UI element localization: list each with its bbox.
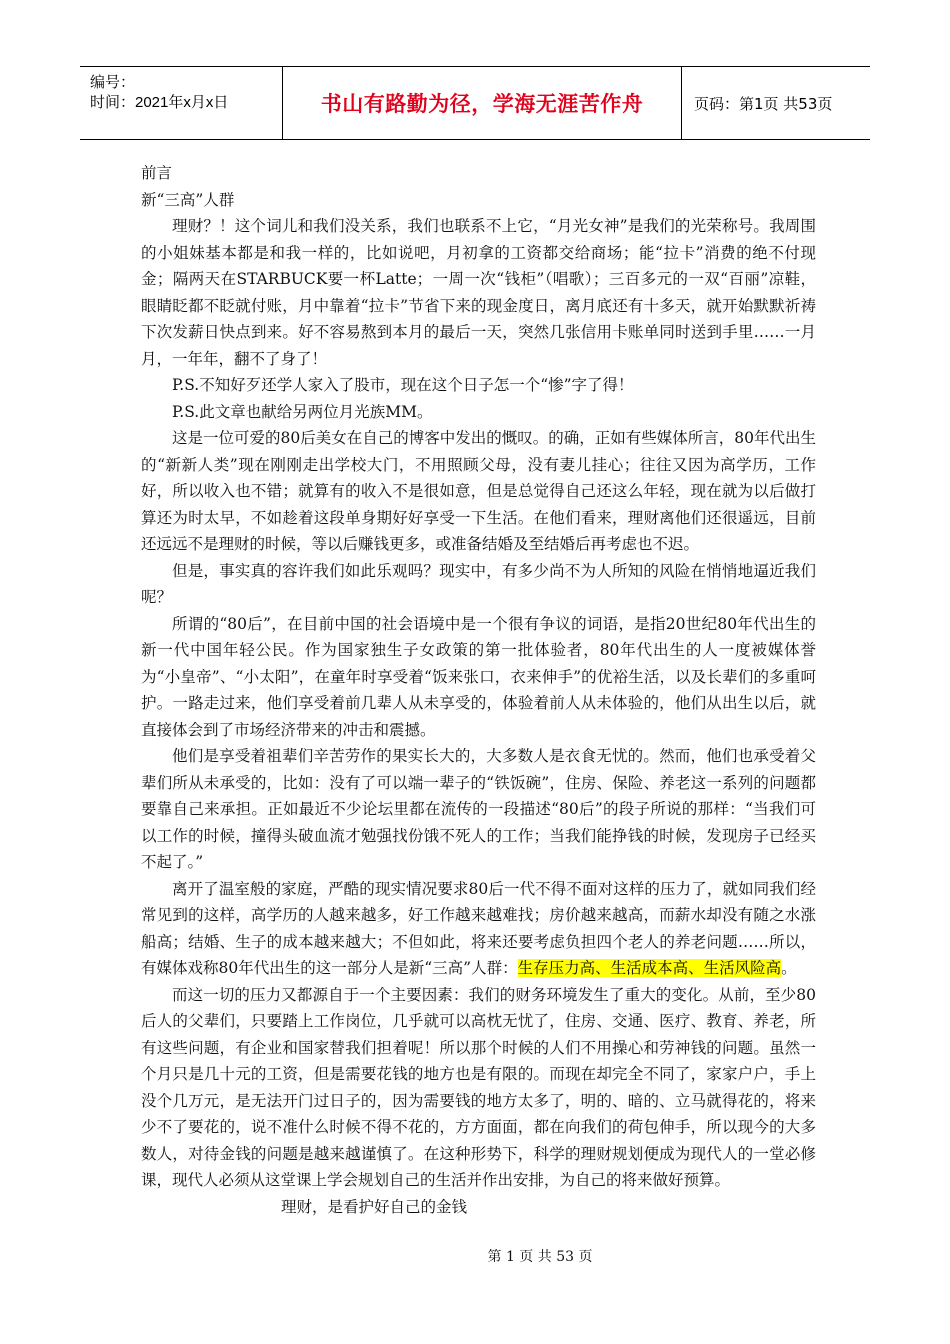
paragraph: 所谓的“80后”，在目前中国的社会语境中是一个很有争议的词语，是指20世纪80年代出生的新一代中国年轻公民。作为国家独生子女政策的第一批体验者，80年代出生的人一度被媒体誉为“小皇帝”、“小太阳”，在童年时享受着“饭来张口，衣来伸手”的优裕生活，以及长辈们的多重呵护。一路走过来，他们享受着前几辈人从未享受的，体验着前人从未体验的，他们从出生以后，就直接体会到了市场经济带来的冲击和震撼。 xyxy=(141,614,816,739)
section-heading: 理财，是看护好自己的金钱 xyxy=(281,1197,468,1216)
highlighted-text: 生存压力高、生活成本高、生活风险高 xyxy=(517,959,782,977)
header-table xyxy=(80,66,870,140)
paragraph: 而这一切的压力又都源自于一个主要因素：我们的财务环境发生了重大的变化。从前，至少80后人的父辈们，只要踏上工作岗位，几乎就可以高枕无忧了，住房、交通、医疗、教育、养老，所有这些问题，有企业和国家替我们担着呢！所以那个时候的人们不用操心和劳神钱的问题。虽然一个月只是几十元的工资，但是需要花钱的地方也是有限的。而现在却完全不同了，家家户户，手上没个几万元，是无法开门过日子的，因为需要钱的地方太多了，明的、暗的、立马就得花的，将来少不了要花的，说不准什么时候不得不花的，方方面面，都在向我们的荷包伸手，所以现今的大多数人，对待金钱的问题是越来越谨慎了。在这种形势下，科学的理财规划便成为现代人的一堂必修课，现代人必须从这堂课上学会规划自己的生活并作出安排，为自己的将来做好预算。 xyxy=(141,985,816,1189)
paragraph xyxy=(141,876,816,982)
paragraph-text: 。 xyxy=(781,959,797,977)
paragraph: 但是，事实真的容许我们如此乐观吗？现实中，有多少尚不为人所知的风险在悄悄地逼近我们呢？ xyxy=(141,561,816,606)
paragraph: 他们是享受着祖辈们辛苦劳作的果实长大的，大多数人是衣食无忧的。然而，他们也承受着父辈们所从未承受的，比如：没有了可以端一辈子的“铁饭碗”，住房、保险、养老这一系列的问题都要靠自己来承担。正如最近不少论坛里都在流传的一段描述“80后”的段子所说的那样：“当我们可以工作的时候，撞得头破血流才勉强找份饿不死人的工作；当我们能挣钱的时候，发现房子已经买不起了。” xyxy=(141,747,816,871)
header-motto-cell xyxy=(283,67,682,139)
paragraph: P.S.此文章也献给另两位月光族MM。 xyxy=(172,402,433,421)
preface-heading: 前言 xyxy=(141,164,173,182)
paragraph-text: 离开了温室般的家庭，严酷的现实情况要求80后一代不得不面对这样的压力了，就如同我们经常见到的这样，高学历的人越来越多，好工作越来越难找；房价越来越高，而薪水却没有随之水涨船高；结婚、生子的成本越来越大；不但如此，将来还要考虑负担四个老人的养老问题……所以，有媒体戏称80年代出生的这一部分人是新“三高”人群： xyxy=(141,879,816,977)
paragraph: 这是一位可爱的80后美女在自己的博客中发出的慨叹。的确，正如有些媒体所言，80年代出生的“新新人类”现在刚刚走出学校大门，不用照顾父母，没有妻儿挂心；往往又因为高学历，工作好，所以收入也不错；就算有的收入不是很如意，但是总觉得自己还这么年轻，现在就为以后做打算还为时太早，不如趁着这段单身期好好享受一下生活。在他们看来，理财离他们还很遥远，目前还远远不是理财的时候，等以后赚钱更多，或准备结婚及至结婚后再考虑也不迟。 xyxy=(141,429,816,553)
page-label: 页码：第1页 共53页 xyxy=(694,94,833,113)
document-body xyxy=(141,160,816,1220)
paragraph: 理财？！这个词儿和我们没关系，我们也联系不上它，“月光女神”是我们的光荣称号。我周围的小姐妹基本都是和我一样的，比如说吧，月初拿的工资都交给商场；能“拉卡”消费的绝不付现金；隔两天在STARBUCK要一杯Latte；一周一次“钱柜”（唱歌）；三百多元的一双“百丽”凉鞋，眼睛眨都不眨就付账，月中靠着“拉卡”节省下来的现金度日，离月底还有十多天，就开始默默祈祷下次发薪日快点到来。好不容易熬到本月的最后一天，突然几张信用卡账单同时送到手里……一月月，一年年，翻不了身了！ xyxy=(141,217,816,368)
header-page-cell xyxy=(682,67,870,139)
paragraph: P.S.不知好歹还学人家入了股市，现在这个日子怎一个“惨”字了得！ xyxy=(172,376,634,394)
time-label: 时间：2021年x月x日 xyxy=(90,94,229,111)
number-label: 编号： xyxy=(90,74,136,91)
header-meta-cell xyxy=(80,67,283,139)
page-footer: 第 1 页 共 53 页 xyxy=(487,1249,593,1265)
subtitle-heading: 新“三高”人群 xyxy=(141,190,235,209)
motto: 书山有路勤为径，学海无涯苦作舟 xyxy=(320,92,644,116)
